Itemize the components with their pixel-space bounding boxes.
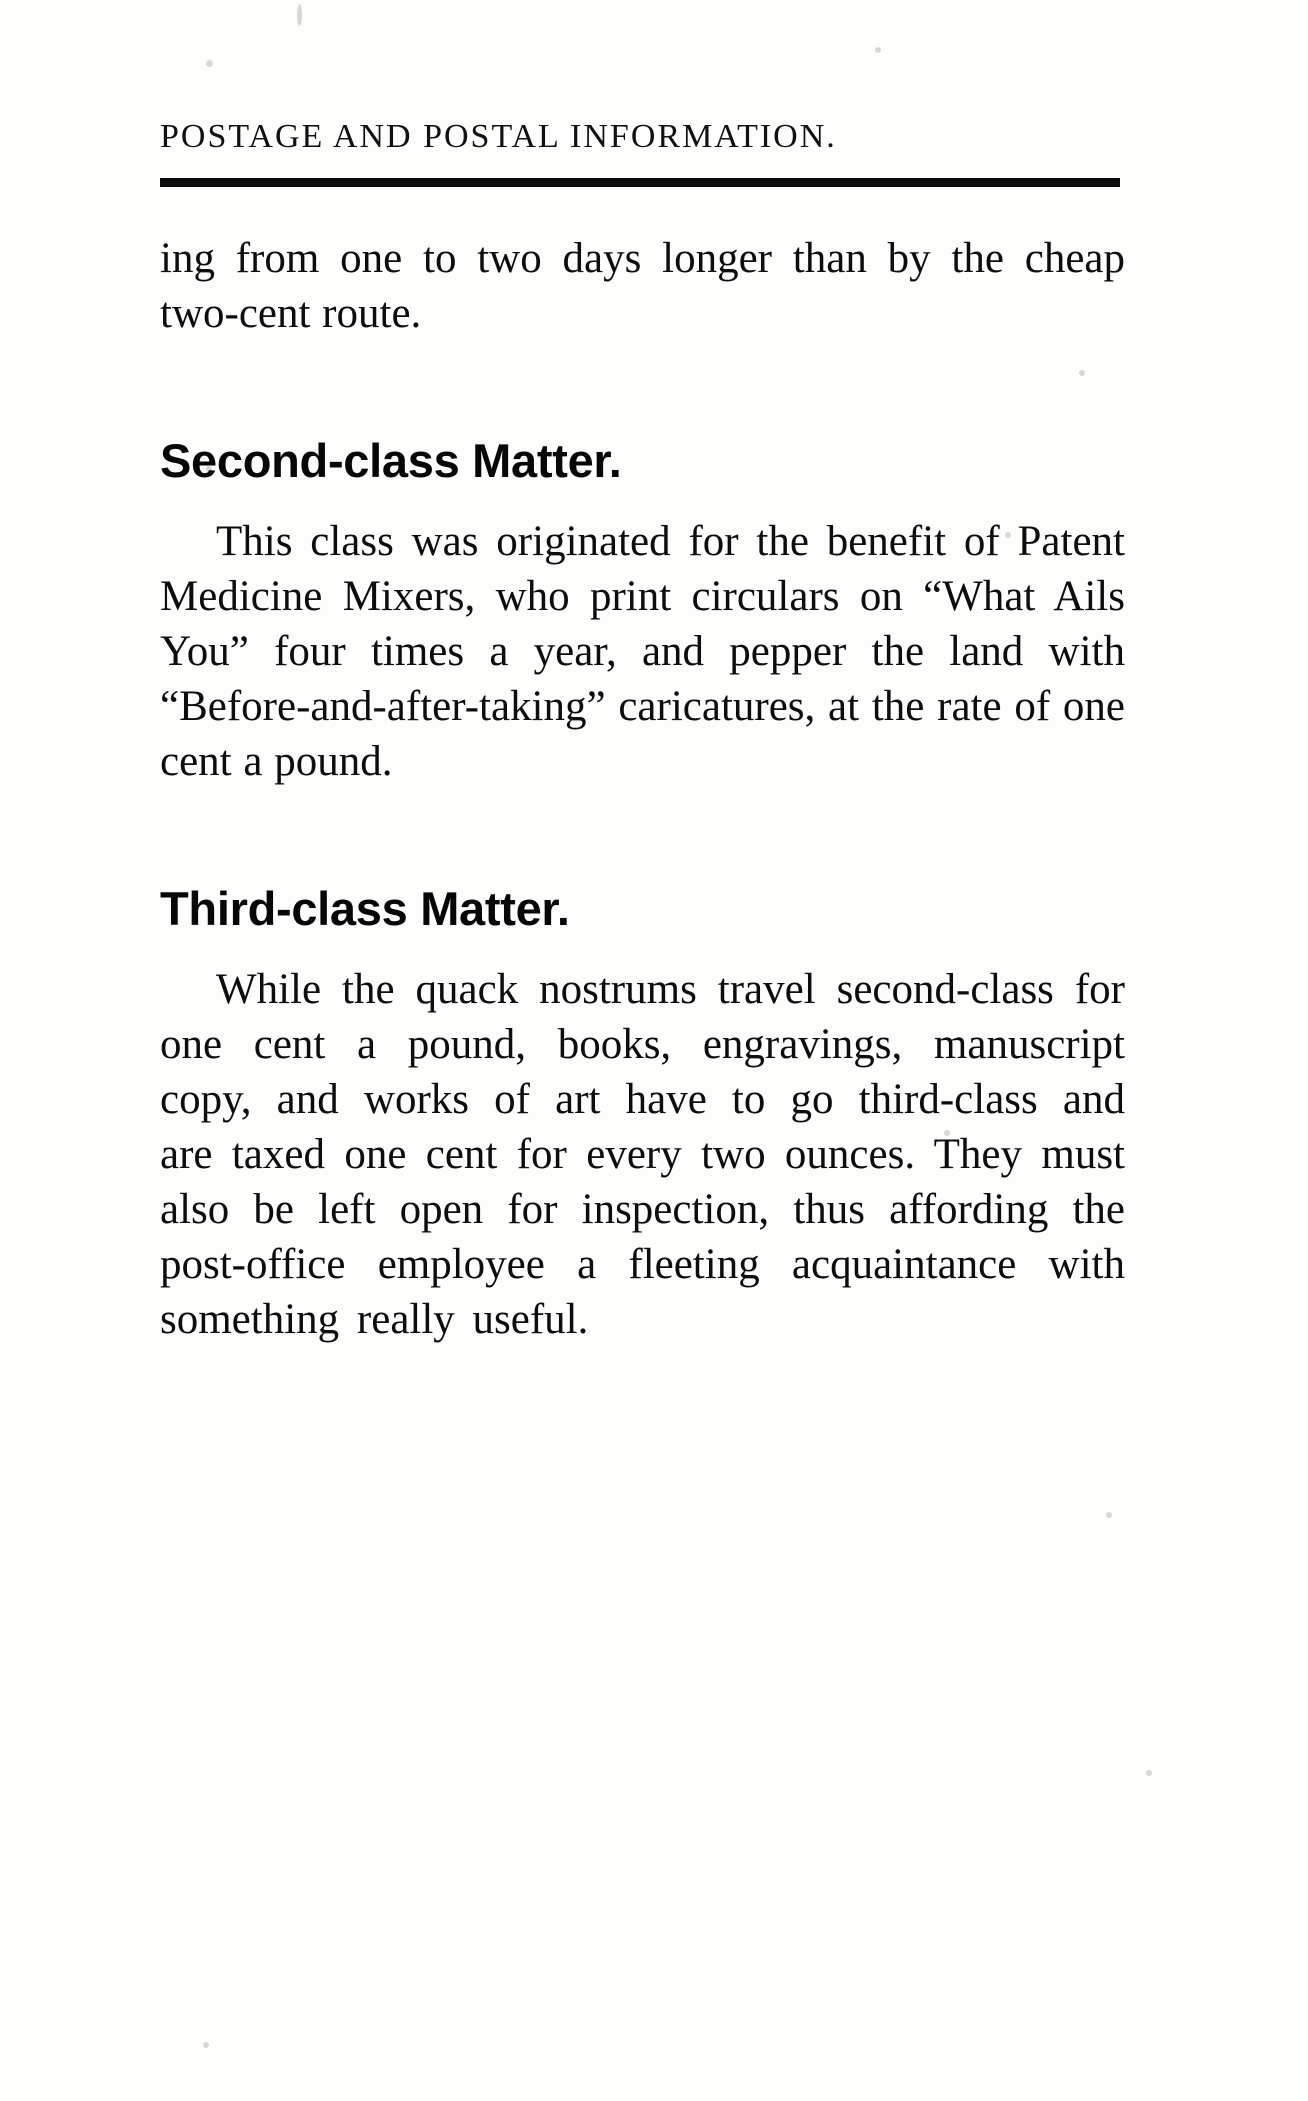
- scan-speck: [875, 47, 881, 53]
- paragraph-second-class: This class was originated for the benefit of Patent Medicine Mixers, who print circulars on “What Ails You” four times a year, and pepper the land with “Before-and-after-taking” caricatures, at the rate of one cent a pound.: [160, 518, 1125, 786]
- scan-speck: [1146, 1770, 1152, 1776]
- header-rule: [160, 178, 1120, 187]
- paragraph-third-class: While the quack nostrums travel second-class for one cent a pound, books, engravings, manuscript copy, and works of art have to go third-class and are taxed one cent for every two ounces. They must also be left open for inspection, thus affording the post-office employee a fleeting acquaintance with something really useful.: [160, 966, 1125, 1344]
- scan-speck: [203, 2042, 209, 2048]
- scan-speck: [297, 4, 302, 26]
- running-head: POSTAGE AND POSTAL INFORMATION.: [160, 118, 837, 155]
- scan-speck: [206, 60, 213, 67]
- section-heading-third-class: Third-class Matter.: [160, 882, 570, 936]
- page-content: [160, 118, 1125, 1390]
- section-heading-second-class: Second-class Matter.: [160, 434, 622, 488]
- paragraph-continued: ing from one to two days longer than by the cheap two-cent route.: [160, 235, 1125, 338]
- scan-speck: [1106, 1512, 1112, 1518]
